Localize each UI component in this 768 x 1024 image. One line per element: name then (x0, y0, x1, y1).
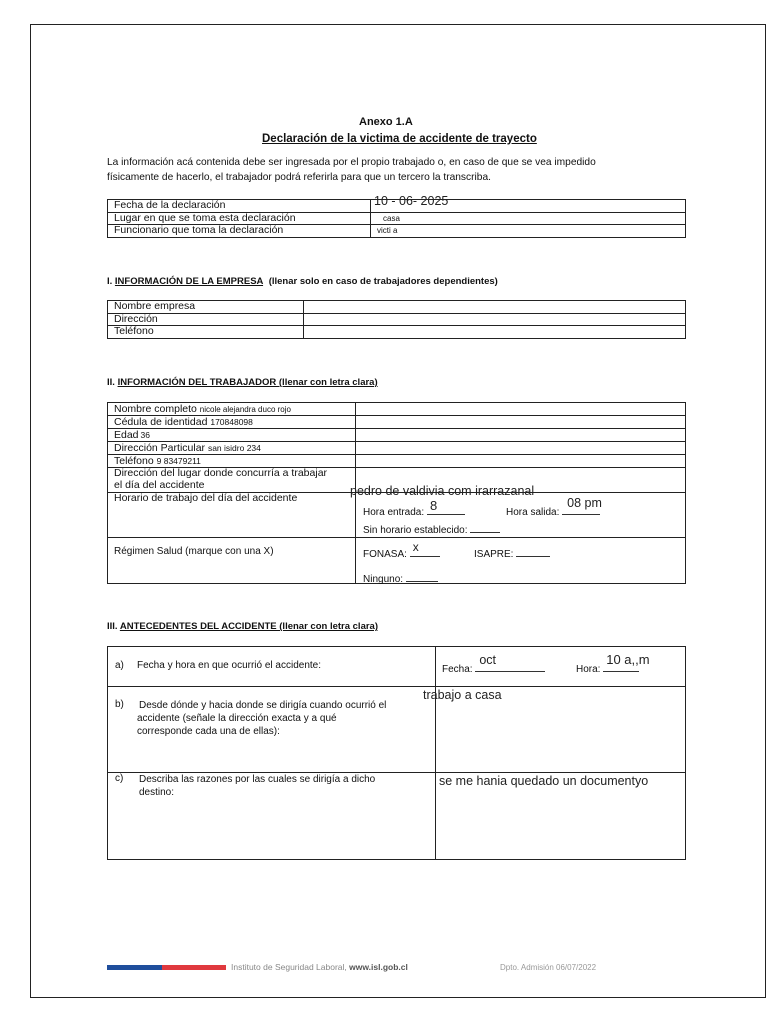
declaration-official-label: Funcionario que toma la declaración (108, 225, 371, 238)
worker-address-row (114, 442, 261, 454)
item-b-value[interactable]: trabajo a casa (423, 688, 502, 702)
table-row (108, 326, 686, 339)
item-b-label (139, 699, 386, 738)
fonasa-field (363, 540, 440, 560)
row-divider (108, 537, 685, 538)
no-schedule-label: Sin horario establecido: (363, 525, 468, 536)
company-phone-label: Teléfono (108, 326, 304, 339)
entry-time-value: 8 (429, 498, 438, 513)
entry-time-input[interactable] (427, 498, 465, 515)
item-b-marker: b) (115, 699, 124, 710)
worker-name-value[interactable]: nicole alejandra duco rojo (199, 405, 291, 414)
table-row (108, 212, 686, 225)
item-b-label-line-1: Desde dónde y hacia donde se dirigía cuando ocurrió el (139, 700, 387, 711)
declaration-date-value[interactable] (371, 194, 686, 213)
entry-time-label: Hora entrada: (363, 507, 425, 518)
item-a-label: Fecha y hora en que ocurrió el accidente: (137, 660, 321, 671)
section-number: III. (107, 621, 118, 632)
intro-text-line-1: La información acá contenida debe ser ingresada por el propio trabajado o, en caso de que se vea impedido (107, 157, 596, 168)
footer-institute-text: Instituto de Seguridad Laboral, (231, 962, 350, 972)
worker-address-label: Dirección Particular (114, 442, 206, 454)
company-section-heading (107, 276, 498, 287)
isapre-input[interactable] (516, 546, 550, 557)
table-row (108, 313, 686, 326)
accident-date-input[interactable] (475, 653, 545, 672)
section-title: INFORMACIÓN DE LA EMPRESA (114, 276, 264, 287)
company-address-label: Dirección (108, 313, 304, 326)
section-number: II. (107, 377, 115, 388)
declaration-official-value[interactable] (371, 225, 686, 238)
item-b-label-line-2: accidente (señale la dirección exacta y a qué (137, 713, 337, 724)
item-c-label (139, 773, 375, 799)
entry-time-field (363, 498, 465, 518)
exit-time-label: Hora salida: (506, 507, 560, 518)
health-label: Régimen Salud (marque con una X) (114, 546, 274, 557)
declaration-date-label: Fecha de la declaración (108, 200, 371, 213)
worker-id-row (114, 416, 253, 428)
item-c-marker: c) (115, 773, 124, 784)
item-c-label-line-1: Describa las razones por las cuales se dirigía a dicho (139, 774, 376, 785)
footer-dept: Dpto. Admisión 06/07/2022 (500, 963, 597, 972)
worker-table (107, 402, 686, 584)
worker-name-label: Nombre completo (114, 403, 197, 415)
workplace-label-line-1: Dirección del lugar donde concurría a trabajar (114, 467, 328, 479)
row-divider (108, 686, 685, 687)
isapre-label: ISAPRE: (474, 549, 514, 560)
isapre-field (474, 546, 550, 560)
table-row (108, 225, 686, 238)
worker-id-label: Cédula de identidad (114, 416, 208, 428)
table-row (108, 301, 686, 314)
declaration-place-text: casa (383, 213, 400, 223)
footer-institute (231, 962, 408, 972)
company-address-value[interactable] (304, 313, 686, 326)
row-divider (108, 428, 685, 429)
fonasa-input[interactable] (410, 540, 440, 557)
company-phone-value[interactable] (304, 326, 686, 339)
exit-time-value: 08 pm (567, 496, 602, 510)
no-schedule-input[interactable] (470, 522, 500, 533)
section-note: (llenar solo en caso de trabajadores dependientes) (268, 276, 498, 287)
worker-section-heading (107, 377, 378, 388)
worker-age-label: Edad (114, 429, 139, 441)
footer-website-link[interactable]: www.isl.gob.cl (349, 962, 408, 972)
company-table (107, 300, 686, 339)
worker-workplace-row (114, 467, 327, 491)
intro-text-line-2: físicamente de hacerlo, el trabajador podrá referirla para que un tercero la transcriba. (107, 172, 491, 183)
worker-name-row (114, 403, 291, 415)
accident-time-label: Hora: (576, 664, 601, 675)
item-c-label-line-2: destino: (139, 787, 175, 798)
exit-time-input[interactable] (562, 496, 602, 515)
declaration-place-value[interactable] (371, 212, 686, 225)
table-row (108, 200, 686, 213)
workplace-value[interactable]: pedro de valdivia com irarrazanal (350, 484, 535, 498)
accident-date-value: oct (479, 653, 497, 667)
declaration-table (107, 194, 686, 238)
accident-date-field (442, 653, 545, 675)
worker-id-value[interactable]: 170848098 (210, 417, 253, 427)
section-title: INFORMACIÓN DEL TRABAJADOR (llenar con letra clara) (117, 377, 378, 388)
accident-date-label: Fecha: (442, 664, 473, 675)
worker-phone-value[interactable]: 9 83479211 (156, 456, 201, 466)
item-a-marker: a) (115, 660, 124, 671)
company-name-label: Nombre empresa (108, 301, 304, 314)
worker-phone-row (114, 455, 201, 467)
fonasa-label: FONASA: (363, 549, 407, 560)
footer-bar-red (162, 965, 226, 970)
column-divider (435, 647, 436, 859)
no-schedule-field (363, 522, 500, 536)
declaration-date-text: 10 - 06- 2025 (374, 194, 449, 208)
annex-label: Anexo 1.A (359, 116, 413, 128)
declaration-official-text: victi a (377, 226, 398, 235)
none-label: Ninguno: (363, 574, 404, 585)
declaration-place-label: Lugar en que se toma esta declaración (108, 212, 371, 225)
accident-table (107, 646, 686, 860)
workplace-label-line-2: el día del accidente (114, 479, 205, 491)
exit-time-field (506, 496, 602, 518)
accident-time-value: 10 a,,m (606, 652, 650, 667)
worker-phone-label: Teléfono (114, 455, 154, 467)
none-field (363, 571, 438, 585)
company-name-value[interactable] (304, 301, 686, 314)
item-c-value[interactable]: se me hania quedado un documentyo (439, 774, 649, 788)
document-title: Declaración de la victima de accidente de trayecto (262, 133, 537, 145)
fonasa-mark: x (412, 540, 419, 554)
none-input[interactable] (406, 571, 438, 582)
schedule-label: Horario de trabajo del día del accidente (114, 492, 298, 504)
worker-address-value[interactable]: san isidro 234 (207, 443, 261, 453)
section-number: I. (107, 276, 113, 287)
item-b-label-line-3: corresponde cada una de ellas): (137, 726, 280, 737)
section-title: ANTECEDENTES DEL ACCIDENTE (llenar con letra clara) (119, 621, 378, 632)
worker-age-row (114, 429, 150, 441)
footer-bar-blue (107, 965, 162, 970)
accident-time-input[interactable] (603, 652, 650, 672)
worker-age-value[interactable]: 36 (140, 430, 150, 440)
accident-time-field (576, 652, 650, 675)
accident-section-heading (107, 621, 378, 632)
